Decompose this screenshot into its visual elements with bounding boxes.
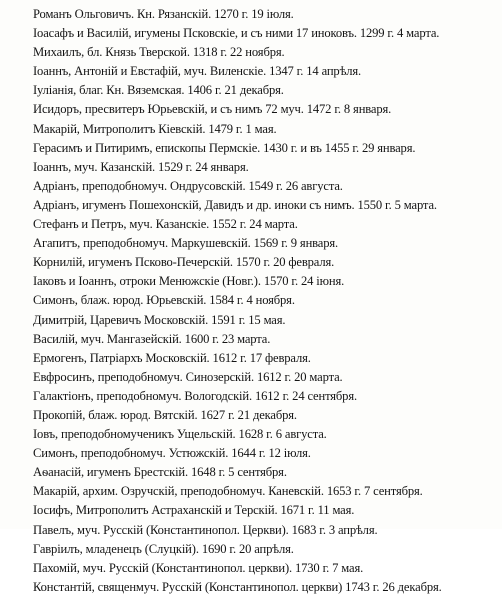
list-item: Іоасафъ и Василій, игумены Псковскіе, и съ ними 17 иноковъ. 1299 г. 4 марта. xyxy=(33,26,440,41)
list-item: Іуліанія, благ. Кн. Вяземская. 1406 г. 21 декабря. xyxy=(33,83,284,98)
list-item: Іосифъ, Митрополитъ Астраханскій и Терскій. 1671 г. 11 мая. xyxy=(33,503,355,518)
list-item: Адріанъ, игуменъ Пошехонскій, Давидъ и др. иноки съ нимъ. 1550 г. 5 марта. xyxy=(33,197,437,212)
list-item: Василій, муч. Мангазейскій. 1600 г. 23 марта. xyxy=(33,331,271,346)
list-item: Стефанъ и Петръ, муч. Казанскіе. 1552 г. 24 марта. xyxy=(33,217,298,232)
list-item: Константій, священмуч. Русскій (Константинопол. церкви) 1743 г. 26 декабря. xyxy=(33,579,442,594)
list-item: Галактіонъ, преподобномуч. Вологодскій. 1612 г. 24 сентября. xyxy=(33,388,357,403)
list-item: Макарій, архим. Озручскій, преподобномуч. Каневскій. 1653 г. 7 сентября. xyxy=(33,484,423,499)
list-item: Пахомій, муч. Русскій (Константинопол. церкви). 1730 г. 7 мая. xyxy=(33,560,364,575)
list-item: Гавріилъ, младенецъ (Слуцкій). 1690 г. 20 апрѣля. xyxy=(33,541,294,556)
list-item: Евфросинъ, преподобномуч. Синозерскій. 1612 г. 20 марта. xyxy=(33,369,343,384)
saints-list xyxy=(33,5,499,597)
list-item: Прокопій, блаж. юрод. Вятскій. 1627 г. 21 декабря. xyxy=(33,407,297,422)
list-item: Романъ Ольговичъ. Кн. Рязанскій. 1270 г. 19 іюля. xyxy=(33,7,294,21)
list-item: Іоаннъ, муч. Казанскій. 1529 г. 24 января. xyxy=(33,159,249,174)
list-item: Макарій, Митрополитъ Кіевскій. 1479 г. 1 мая. xyxy=(33,121,277,136)
list-item: Корнилій, игуменъ Псково-Печерскій. 1570 г. 20 февраля. xyxy=(33,255,335,270)
list-item: Симонъ, преподобномуч. Устюжскій. 1644 г. 12 іюля. xyxy=(33,446,311,461)
list-item: Іовъ, преподобномученикъ Ущельскій. 1628 г. 6 августа. xyxy=(33,427,327,442)
list-item: Агапитъ, преподобномуч. Маркушевскій. 1569 г. 9 января. xyxy=(33,236,339,251)
list-item: Исидоръ, пресвитеръ Юрьевскій, и съ нимъ 72 муч. 1472 г. 8 января. xyxy=(33,102,392,117)
list-item: Іаковъ и Іоаннъ, отроки Менюжскіе (Новг.). 1570 г. 24 іюня. xyxy=(33,274,345,289)
list-item: Димитрій, Царевичъ Московскій. 1591 г. 15 мая. xyxy=(33,312,286,327)
list-item: Михаилъ, бл. Князь Тверской. 1318 г. 22 ноября. xyxy=(33,45,285,60)
list-item: Павелъ, муч. Русскій (Константинопол. Церкви). 1683 г. 3 апрѣля. xyxy=(33,522,378,537)
list-item: Адріанъ, преподобномуч. Ондрусовскій. 1549 г. 26 августа. xyxy=(33,178,343,193)
list-item: Герасимъ и Питиримъ, епископы Пермскіе. 1430 г. и въ 1455 г. 29 января. xyxy=(33,140,416,155)
list-item: Симонъ, блаж. юрод. Юрьевскій. 1584 г. 4 ноября. xyxy=(33,293,295,308)
list-item: Аѳанасій, игуменъ Брестскій. 1648 г. 5 сентября. xyxy=(33,465,287,480)
list-item: Іоаннъ, Антоній и Евстафій, муч. Виленскіе. 1347 г. 14 апрѣля. xyxy=(33,64,362,79)
list-item: Ермогенъ, Патріархъ Московскій. 1612 г. 17 февраля. xyxy=(33,350,311,365)
